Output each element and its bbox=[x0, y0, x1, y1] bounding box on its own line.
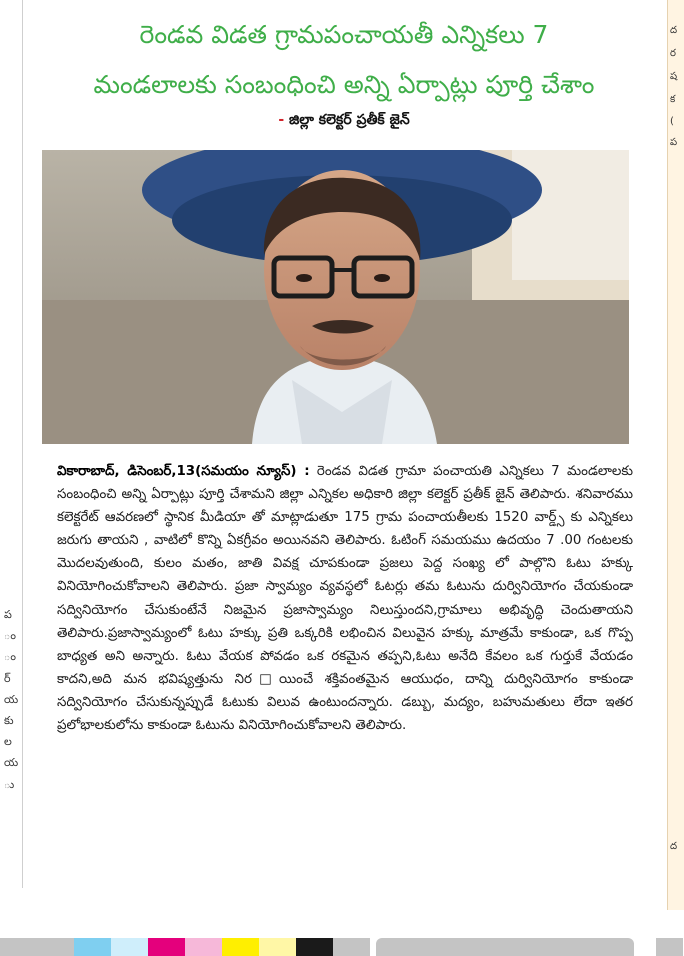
color-swatch bbox=[74, 938, 111, 956]
color-swatch bbox=[259, 938, 296, 956]
left-fragment: కు bbox=[4, 713, 14, 727]
color-swatch bbox=[656, 938, 683, 956]
left-fragment: య bbox=[4, 756, 19, 770]
right-fragment: ( bbox=[670, 116, 674, 127]
left-fragment: ం bbox=[4, 629, 16, 643]
article-headline bbox=[24, 10, 664, 110]
color-swatch bbox=[148, 938, 185, 956]
color-swatch bbox=[111, 938, 148, 956]
left-fragment: ం bbox=[4, 650, 16, 664]
color-swatch bbox=[333, 938, 370, 956]
collector-photo bbox=[42, 150, 629, 444]
right-fragment: ప bbox=[670, 137, 678, 148]
article-body bbox=[57, 460, 633, 737]
article-body-text: రెండవ విడత గ్రామా పంచాయతి ఎన్నికలు 7 మండలాలకు సంబంధించి అన్ని ఏర్పాట్లు పూర్తి చేశామని జిల్లా ఎన్నికల అధికారి జిల్లా కలెక్టర్ ప్రతీక్ జైన్ తెలిపారు. శనివారము కలెక్టరేట్ ఆవరణలో స్థానిక మీడియా తో మాట్లాడుతూ 175 గ్రామ పంచాయతీలకు 1520 వార్డ్స్ కు ఎన్నికలు జరుగు తాయని , వాటిలో కొన్ని ఏకగ్రీవం అయినవని తెలిపారు. ఓటింగ్ సమయము ఉదయం 7 .00 గంటలకు మొదలవుతుంది, కులం మతం, జాతి వివక్ష చూపకుండా ప్రజలు పెద్ద సంఖ్య లో పాల్గొని ఓటు హక్కు వినియోగించుకోవాలని తెలిపారు. ప్రజా స్వామ్యం వ్యవస్థలో ఓటర్లు తమ ఓటును దుర్వినియోగం చేయకుండా సద్వినియోగం చేసుకుంటేనే నిజమైన ప్రజాస్వామ్యం నిలుస్తుందని,గ్రామాలు అభివృద్ధి చెందుతాయని తెలిపారు.ప్రజాస్వామ్యంలో ఓటు హక్కు ప్రతి ఒక్కరికి లభించిన విలువైన హక్కు మాత్రమే కాకుండా, ఒక గొప్ప బాధ్యత అని అన్నారు. ఓటు వేయక పోవడం ఒక రకమైన తప్పని,ఓటు అనేది కేవలం ఒక గుర్తుకే వేయడం కాదని,అది మన భవిష్యత్తును నిర□యించే శక్తివంతమైన ఆయుధం, దాన్ని దుర్వినియోగం కాకుండా సద్వినియోగం చేసుకున్నప్పుడే ఓటుకు విలువ ఉంటుందన్నారు. డబ్బు, మద్యం, బహుమతులు లేదా ఇతర ప్రలోభాలకులోను కాకుండా ఓటును వినియోగించుకోవాలని తెలిపారు. bbox=[57, 464, 633, 734]
byline-dash: - bbox=[278, 112, 285, 128]
headline-line-2: మండలాలకు సంబంధించి అన్ని ఏర్పాట్లు పూర్తి చేశాం bbox=[93, 70, 595, 99]
color-swatch bbox=[185, 938, 222, 956]
left-column-text-fragments bbox=[4, 608, 18, 791]
color-swatch bbox=[222, 938, 259, 956]
color-swatch bbox=[296, 938, 333, 956]
right-fragment: ష bbox=[670, 71, 678, 82]
article-dateline: వికారాబాద్, డిసెంబర్,13(సమయం న్యూస్) : bbox=[57, 464, 310, 479]
left-fragment: య bbox=[4, 692, 19, 706]
color-swatch bbox=[376, 938, 634, 956]
article-byline bbox=[24, 112, 664, 131]
left-fragment: ు bbox=[4, 777, 15, 791]
byline-text: జిల్లా కలెక్టర్ ప్రతీక్ జైన్ bbox=[289, 112, 410, 128]
left-fragment: ల bbox=[4, 735, 12, 749]
color-swatch bbox=[634, 938, 656, 956]
headline-line-1: రెండవ విడత గ్రామపంచాయతీ ఎన్నికలు 7 bbox=[139, 20, 549, 49]
right-fragment: ద bbox=[670, 25, 678, 36]
right-fragment: ద bbox=[670, 841, 678, 852]
left-neighbor-column bbox=[0, 0, 23, 888]
right-fragment: క bbox=[670, 94, 676, 105]
color-swatch bbox=[0, 938, 74, 956]
right-neighbor-column bbox=[667, 0, 684, 910]
right-fragment: ర bbox=[670, 48, 676, 59]
left-fragment: ర్ bbox=[4, 671, 11, 685]
right-column-text-fragments bbox=[670, 24, 677, 150]
left-fragment: ప bbox=[4, 608, 12, 621]
